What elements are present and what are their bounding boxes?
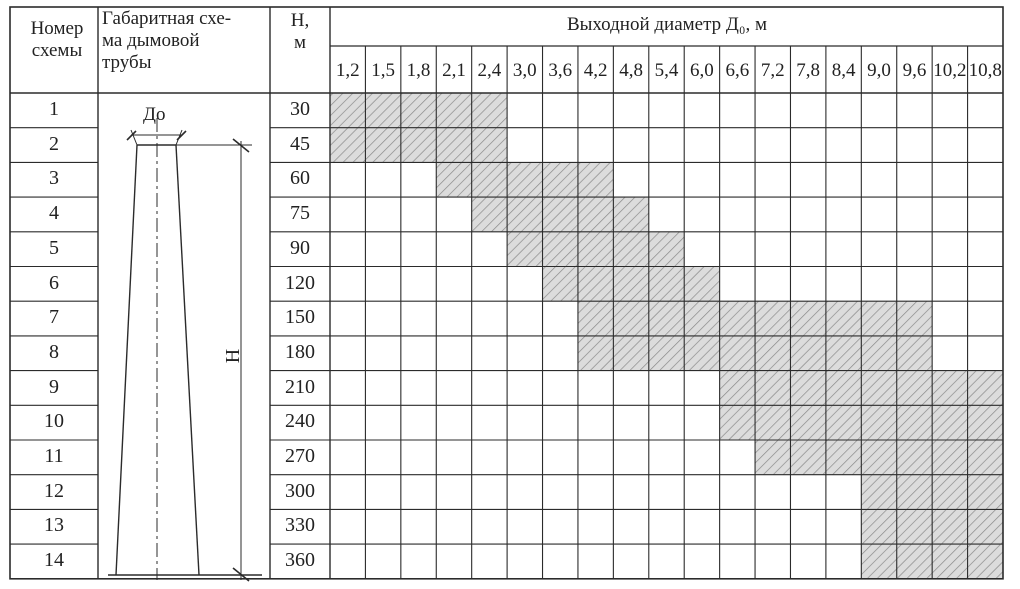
shaded-cell [613,336,648,371]
shaded-cell [897,440,932,475]
header-outline-line1: Габаритная схе- [102,8,232,29]
shaded-cell [968,405,1003,440]
diameter-label: 4,2 [583,60,608,81]
shaded-cell [932,405,967,440]
shaded-cell [755,336,790,371]
shaded-cell [507,232,542,267]
scheme-number-cell: 9 [49,375,59,398]
shaded-cell [613,232,648,267]
shaded-cell [472,197,507,232]
scheme-number-cell: 11 [44,445,64,467]
shaded-cell [755,440,790,475]
diameter-label: 4,8 [619,60,643,81]
diameter-label: 6,6 [725,60,750,81]
shaded-cell [436,162,471,197]
shaded-cell [330,128,365,163]
header-scheme-number-line1: Номер [30,18,84,39]
shaded-cell [720,371,755,406]
shaded-cell [968,440,1003,475]
height-cell: 180 [285,340,315,363]
shaded-cell [720,301,755,336]
header-height-line2: м [293,32,307,53]
shaded-cell [861,405,896,440]
scheme-number-cell: 8 [49,340,59,363]
shaded-cell [684,336,719,371]
shaded-cell [861,301,896,336]
shaded-cell [826,301,861,336]
shaded-cell [790,301,825,336]
shaded-cell [932,509,967,544]
shaded-cell [365,93,400,128]
shaded-cell [401,93,436,128]
height-cell: 300 [285,479,315,502]
shaded-cell [649,336,684,371]
shaded-cell [543,197,578,232]
diameter-label: 10,2 [933,60,967,81]
shaded-cell [932,371,967,406]
height-cell: 150 [285,306,315,329]
shaded-cell [755,301,790,336]
shaded-cell [897,336,932,371]
height-cell: 90 [290,236,310,259]
shaded-cell [790,336,825,371]
shaded-cell [613,267,648,302]
header-outline-line3: трубы [102,52,152,73]
shaded-cell [365,128,400,163]
header-outline-line2: ма дымовой [102,30,200,51]
shaded-cell [578,162,613,197]
shaded-cell [543,232,578,267]
scheme-number-cell: 1 [49,98,59,120]
diameter-label: 5,4 [654,60,679,81]
scheme-number-cell: 6 [49,271,59,294]
header-height-line1: Н, [290,10,310,31]
height-cell: 360 [285,549,315,572]
shaded-cell [401,128,436,163]
diameter-label: 1,2 [335,60,360,81]
shaded-cell [755,405,790,440]
shaded-cell [543,162,578,197]
header-diameter: Выходной диаметр Д₀, м [566,14,768,35]
shaded-cell [968,544,1003,579]
shaded-cell [790,440,825,475]
shaded-cell [897,405,932,440]
shaded-cell [649,301,684,336]
shaded-cell [861,371,896,406]
shaded-cell [968,371,1003,406]
shaded-cell [330,93,365,128]
shaded-cell [720,405,755,440]
diameter-label: 3,0 [512,60,537,81]
shaded-cell [790,371,825,406]
scheme-number-cell: 2 [49,132,59,155]
scheme-number-cell: 12 [44,479,64,502]
shaded-cell [720,336,755,371]
shaded-cell [932,440,967,475]
height-cell: 210 [285,375,315,398]
diameter-label: 8,4 [831,60,856,81]
shaded-cell [861,509,896,544]
shaded-cell [826,371,861,406]
shaded-cell [968,475,1003,510]
shaded-cell [861,440,896,475]
chimney-height-label: Н [222,348,244,364]
diameter-label: 7,2 [760,60,785,81]
shaded-cell [578,197,613,232]
shaded-cell [755,371,790,406]
scheme-number-cell: 10 [44,410,64,433]
height-cell: 120 [285,271,315,294]
diameter-label: 1,5 [371,60,395,81]
shaded-cell [897,371,932,406]
height-cell: 45 [290,132,310,155]
diameter-label: 6,0 [690,60,714,81]
shaded-cell [897,544,932,579]
header-scheme-number-line2: схемы [31,40,83,61]
shaded-cell [578,267,613,302]
shaded-cell [578,301,613,336]
shaded-cell [649,267,684,302]
shaded-cell [897,475,932,510]
shaded-cell [861,336,896,371]
shaded-cell [932,475,967,510]
diameter-label: 2,1 [442,60,466,81]
scheme-number-cell: 5 [49,236,59,259]
shaded-cell [790,405,825,440]
shaded-cell [826,405,861,440]
shaded-cell [826,336,861,371]
shaded-cell [578,232,613,267]
scheme-number-cell: 7 [49,306,59,329]
shaded-cell [684,267,719,302]
height-cell: 75 [290,202,310,225]
diameter-label: 9,0 [867,60,891,81]
shaded-cell [897,509,932,544]
header-scheme-number [14,18,100,62]
shaded-cell [968,509,1003,544]
shaded-cell [507,162,542,197]
height-cell: 330 [285,514,315,537]
height-cell: 30 [290,98,310,120]
scheme-number-cell: 3 [49,167,59,190]
shaded-cell [472,128,507,163]
height-cell: 270 [285,445,315,467]
scheme-number-cell: 14 [44,549,64,572]
diameter-label: 2,4 [477,60,502,81]
diameter-label: 1,8 [406,60,431,81]
shaded-cell [436,93,471,128]
shaded-cell [649,232,684,267]
height-cell: 240 [285,410,315,433]
scheme-number-cell: 4 [49,202,59,225]
shaded-cell [613,301,648,336]
shaded-cell [897,301,932,336]
height-cell: 60 [290,167,310,190]
shaded-cell [861,544,896,579]
diameter-label: 9,6 [902,60,927,81]
shaded-cell [436,128,471,163]
chimney-top-label: До [143,104,166,125]
shaded-cell [472,93,507,128]
shaded-cell [578,336,613,371]
shaded-cell [613,197,648,232]
shaded-cell [861,475,896,510]
diameter-label: 3,6 [548,60,573,81]
diameter-label: 7,8 [796,60,821,81]
shaded-cell [932,544,967,579]
shaded-cell [543,267,578,302]
diameter-label: 10,8 [968,60,1002,81]
shaded-cell [472,162,507,197]
header-outline-scheme [102,8,272,74]
shaded-cell [507,197,542,232]
shaded-cell [684,301,719,336]
shaded-cell [826,440,861,475]
scheme-number-cell: 13 [44,514,64,537]
header-height [270,10,330,54]
